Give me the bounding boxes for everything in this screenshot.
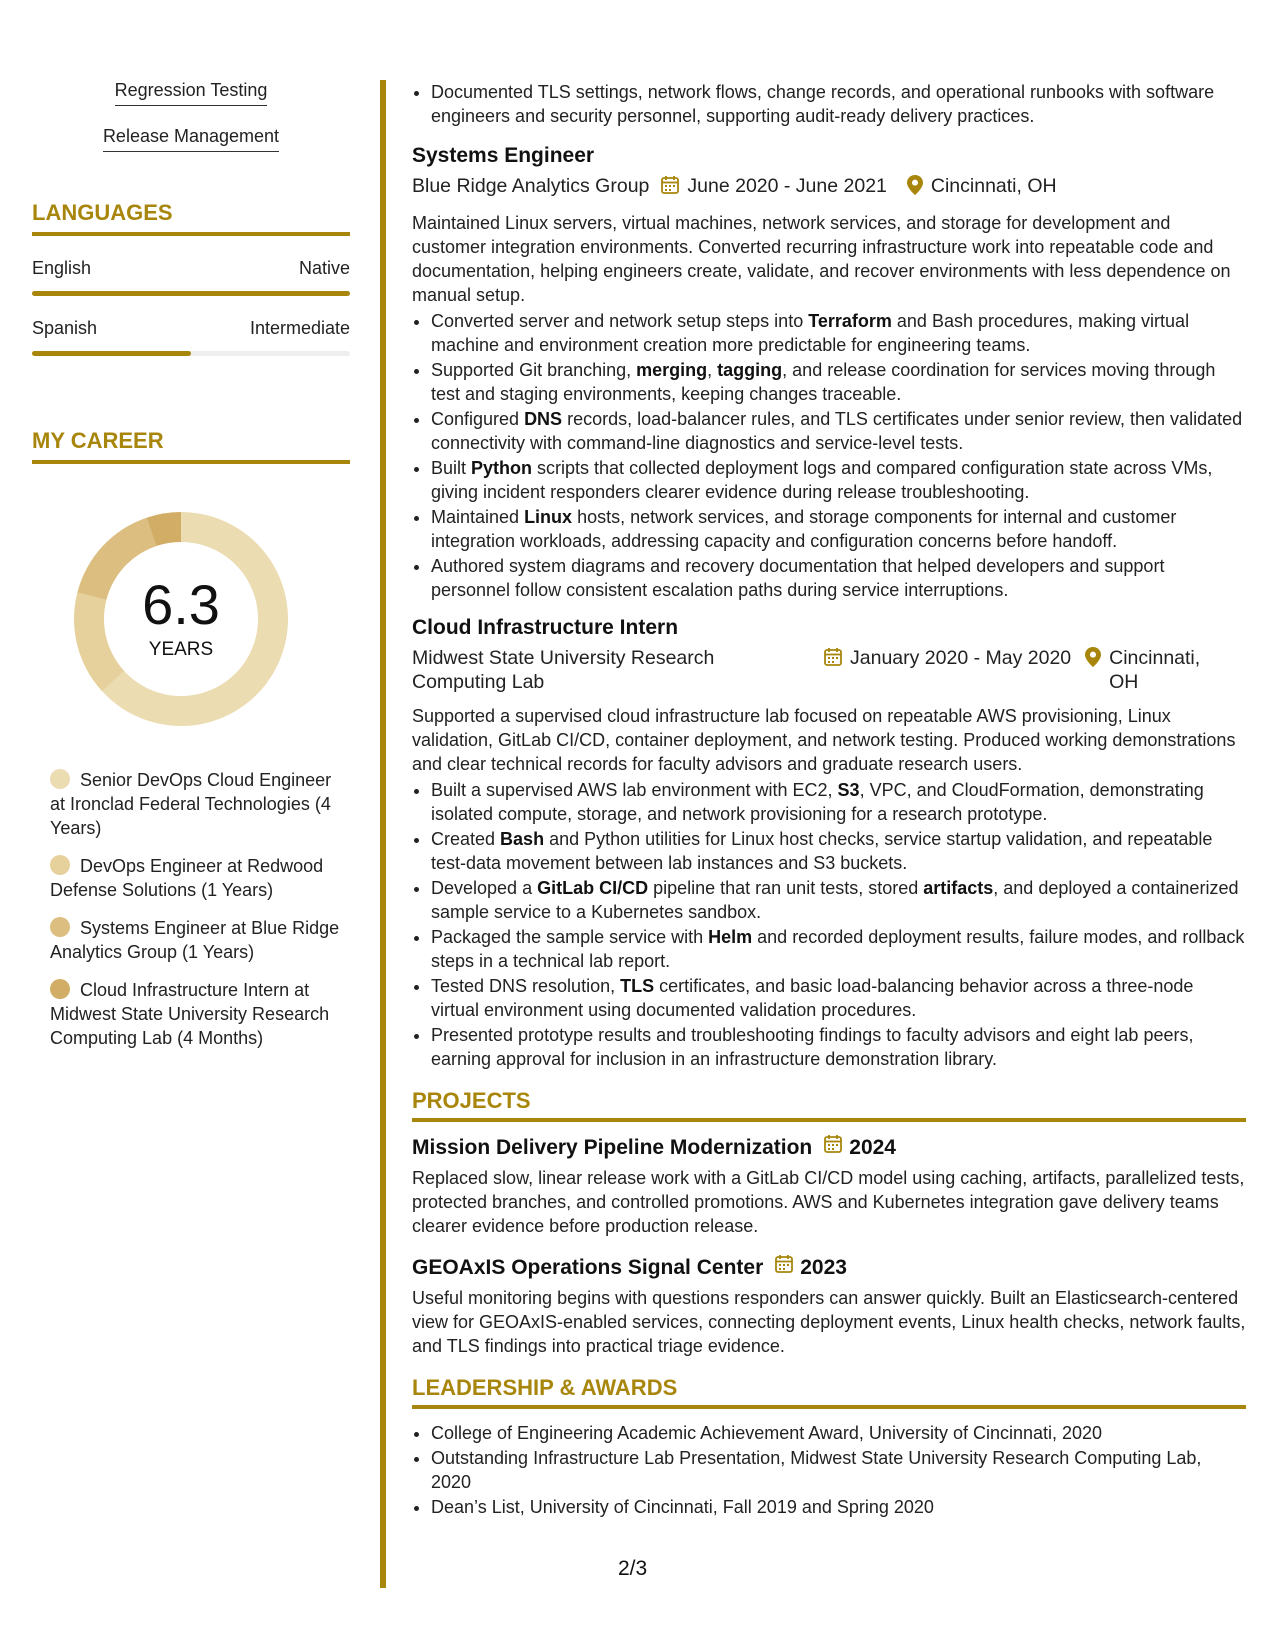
career-heading: MY CAREER: [32, 428, 350, 464]
highlight-keyword: TLS: [620, 976, 655, 996]
highlight-keyword: GitLab CI/CD: [537, 878, 649, 898]
location-pin-icon: [1085, 647, 1101, 673]
skills-list: [32, 80, 350, 172]
highlight-keyword: Linux: [524, 507, 573, 527]
career-legend-item: Cloud Infrastructure Intern at Midwest State University Research Computing Lab (4 Months): [50, 980, 330, 1048]
career-legend-item: Systems Engineer at Blue Ridge Analytics Group (1 Years): [50, 918, 340, 962]
bullet-item: • Configured DNS records, load-balancer rules, and TLS certificates under senior review, then validated connectivity with command-line diagnostics and service-level tests.: [431, 407, 1246, 455]
job-title: Systems Engineer: [412, 144, 595, 167]
language-proficiency-bar: [32, 291, 350, 296]
career-donut-chart: [66, 504, 296, 734]
highlight-keyword: Python: [471, 458, 533, 478]
bullet-item: • Converted server and network setup steps into Terraform and Bash procedures, making virtual machine and environment creation more predictable for engineering teams.: [431, 309, 1246, 357]
language-english: [32, 258, 350, 296]
bullet-item: • Presented prototype results and troubleshooting findings to faculty advisors and eight lab peers, earning approval for inclusion in an infrastructure demonstration library.: [431, 1023, 1246, 1071]
awards-heading: LEADERSHIP & AWARDS: [412, 1376, 1246, 1409]
projects-heading: PROJECTS: [412, 1089, 1246, 1122]
bullet-item: • Documented TLS settings, network flows, change records, and operational runbooks with software engineers and security personnel, supporting audit-ready delivery practices.: [431, 80, 1246, 128]
career-total-years: 6.3: [142, 573, 220, 636]
award-item: • Dean’s List, University of Cincinnati, Fall 2019 and Spring 2020: [431, 1495, 1246, 1519]
highlight-keyword: tagging: [717, 360, 783, 380]
language-name: English: [32, 258, 92, 278]
job-meta: [412, 174, 1246, 201]
location-pin-icon: [907, 175, 923, 201]
legend-dot-icon: [50, 979, 70, 999]
company-name: Midwest State University Research Computing Lab: [412, 647, 715, 693]
project-entry: [412, 1254, 1246, 1358]
skill-item: Regression Testing: [115, 80, 268, 106]
job-dates: January 2020 - May 2020: [850, 647, 1072, 669]
language-proficiency-fill: [32, 351, 191, 356]
calendar-icon: [824, 647, 842, 673]
project-entry: [412, 1134, 1246, 1238]
job-location: Cincinnati, OH: [930, 175, 1057, 197]
bullet-item: • Maintained Linux hosts, network services, and storage components for internal and customer integration workloads, addressing capacity and configuration concerns before handoff.: [431, 505, 1246, 553]
award-item: • Outstanding Infrastructure Lab Presentation, Midwest State University Research Computing Lab, 2020: [431, 1446, 1246, 1494]
award-item: • College of Engineering Academic Achievement Award, University of Cincinnati, 2020: [431, 1421, 1246, 1445]
job-dates: June 2020 - June 2021: [687, 175, 887, 197]
legend-dot-icon: [50, 769, 70, 789]
job-location: Cincinnati, OH: [1109, 647, 1201, 693]
language-proficiency-fill: [32, 291, 350, 296]
highlight-keyword: artifacts: [923, 878, 994, 898]
project-year: 2024: [849, 1136, 896, 1159]
job-title: Cloud Infrastructure Intern: [412, 616, 679, 639]
project-title: Mission Delivery Pipeline Modernization: [412, 1136, 813, 1159]
highlight-keyword: Helm: [708, 927, 753, 947]
experience-entry: [412, 614, 1246, 1071]
calendar-icon: [824, 1134, 842, 1162]
calendar-icon: [661, 175, 679, 201]
career-legend-item: DevOps Engineer at Redwood Defense Solutions (1 Years): [50, 856, 324, 900]
page-number: 2/3: [618, 1557, 648, 1580]
calendar-icon: [775, 1254, 793, 1282]
language-level: Native: [298, 258, 350, 278]
bullet-item: • Packaged the sample service with Helm and recorded deployment results, failure modes, and rollback steps in a technical lab report.: [431, 925, 1246, 973]
legend-dot-icon: [50, 855, 70, 875]
highlight-keyword: Bash: [500, 829, 545, 849]
skill-item: Release Management: [103, 126, 279, 152]
highlight-keyword: Terraform: [808, 311, 892, 331]
project-year: 2023: [800, 1256, 847, 1279]
bullet-item: • Tested DNS resolution, TLS certificates, and basic load-balancing behavior across a three-node virtual environment using documented validation procedures.: [431, 974, 1246, 1022]
column-divider: [380, 80, 386, 1588]
highlight-keyword: merging: [636, 360, 708, 380]
bullet-item: • Supported Git branching, merging, tagging, and release coordination for services moving through test and staging environments, keeping changes traceable.: [431, 358, 1246, 406]
job-description: Supported a supervised cloud infrastructure lab focused on repeatable AWS provisioning, Linux validation, GitLab CI/CD, container deployment, and network testing. Produced working demonstrations and clear technical records for faculty advisors and graduate research users.: [412, 706, 1236, 774]
awards-list: [412, 1421, 1246, 1519]
career-legend-item: Senior DevOps Cloud Engineer at Ironclad Federal Technologies (4 Years): [50, 770, 332, 838]
project-description: Useful monitoring begins with questions responders can answer quickly. Built an Elasticsearch-centered view for GEOAxIS-enabled services, connecting deployment events, Linux health checks, network faults, and TLS findings into practical triage evidence.: [412, 1288, 1246, 1356]
sidebar: [32, 80, 350, 1064]
previous-job-bullets: [412, 80, 1246, 128]
language-level: Intermediate: [249, 318, 350, 338]
job-bullets: [412, 778, 1246, 1071]
highlight-keyword: DNS: [524, 409, 563, 429]
highlight-keyword: S3: [837, 780, 860, 800]
bullet-item: • Authored system diagrams and recovery documentation that helped developers and support personnel follow consistent escalation paths during service interruptions.: [431, 554, 1246, 602]
project-description: Replaced slow, linear release work with a GitLab CI/CD model using caching, artifacts, parallelized tests, protected branches, and controlled promotions. AWS and Kubernetes integration gave delivery teams clearer evidence before production release.: [412, 1168, 1245, 1236]
language-proficiency-bar: [32, 351, 350, 356]
company-name: Blue Ridge Analytics Group: [412, 175, 650, 197]
project-title: GEOAxIS Operations Signal Center: [412, 1256, 764, 1279]
experience-entry: [412, 142, 1246, 602]
job-bullets: [412, 309, 1246, 602]
language-spanish: [32, 318, 350, 356]
bullet-item: • Built a supervised AWS lab environment with EC2, S3, VPC, and CloudFormation, demonstrating isolated compute, storage, and network provisioning for a research prototype.: [431, 778, 1246, 826]
languages-heading: LANGUAGES: [32, 200, 350, 236]
job-description: Maintained Linux servers, virtual machines, network services, and storage for development and customer integration environments. Converted recurring infrastructure work into repeatable code and documentation, helping engineers create, validate, and recover environments with less dependence on manual setup.: [412, 213, 1231, 305]
main-content: [412, 80, 1246, 1520]
legend-dot-icon: [50, 917, 70, 937]
job-meta: [412, 646, 1246, 694]
bullet-item: • Built Python scripts that collected deployment logs and compared configuration state across VMs, giving incident responders clearer evidence during release troubleshooting.: [431, 456, 1246, 504]
bullet-item: • Developed a GitLab CI/CD pipeline that ran unit tests, stored artifacts, and deployed a containerized sample service to a Kubernetes sandbox.: [431, 876, 1246, 924]
career-total-unit: YEARS: [148, 639, 214, 660]
bullet-item: • Created Bash and Python utilities for Linux host checks, service startup validation, and repeatable test-data movement between lab instances and S3 buckets.: [431, 827, 1246, 875]
language-name: Spanish: [32, 318, 98, 338]
career-legend: [50, 768, 350, 1050]
